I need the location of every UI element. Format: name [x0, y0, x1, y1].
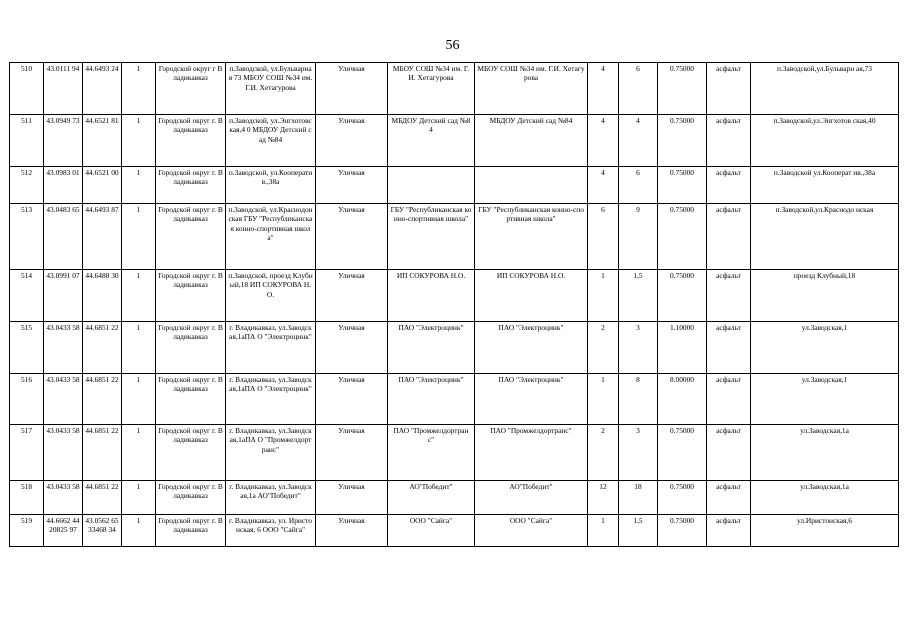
table-row: [10, 425, 899, 481]
latitude-cell: 43.0433 58: [44, 322, 83, 374]
table-row: [10, 515, 899, 547]
column-1-cell: 1: [588, 374, 619, 425]
district-cell: Городской округ г. Владикавказ: [156, 425, 226, 481]
page-number: 56: [445, 38, 460, 53]
longitude-cell: 44.6488 30: [83, 270, 122, 322]
source-cell: ГБУ "Республиканская конно-спортивная школа": [475, 204, 588, 270]
row-number-cell: 512: [10, 167, 44, 204]
location-cell: п.Заводской ул.Кооперат ив.,38а: [751, 167, 899, 204]
column-2-cell: 9: [619, 204, 658, 270]
source-cell: ИП СОКУРОВА Н.О.: [475, 270, 588, 322]
surface-cell: асфальт: [707, 270, 751, 322]
location-cell: ул.Заводская,1: [751, 374, 899, 425]
table-row: [10, 167, 899, 204]
location-cell: ул.Заводская,1а: [751, 425, 899, 481]
column-1-cell: 12: [588, 481, 619, 515]
volume-cell: 0.75000: [658, 204, 707, 270]
type-cell: Уличная: [316, 515, 388, 547]
table-row: [10, 63, 899, 115]
owner-cell: ПАО "Промжелдортран с": [388, 425, 475, 481]
latitude-cell: 44.6662 4420825 97: [44, 515, 83, 547]
volume-cell: 0.75000: [658, 63, 707, 115]
table-row: [10, 115, 899, 167]
count-cell: 1: [122, 115, 156, 167]
type-cell: Уличная: [316, 115, 388, 167]
district-cell: Городской округ г. Владикавказ: [156, 167, 226, 204]
location-cell: п.Заводской,ул.Краснодо нская: [751, 204, 899, 270]
address-cell: п.Заводской, ул.Бульварная 73 МБОУ СОШ №34 им. Г.И. Хетагурова: [226, 63, 316, 115]
row-number-cell: 513: [10, 204, 44, 270]
latitude-cell: 43.0983 01: [44, 167, 83, 204]
owner-cell: [388, 167, 475, 204]
column-1-cell: 1: [588, 270, 619, 322]
volume-cell: 8.00000: [658, 374, 707, 425]
latitude-cell: 43.0111 94: [44, 63, 83, 115]
count-cell: 1: [122, 63, 156, 115]
type-cell: Уличная: [316, 204, 388, 270]
type-cell: Уличная: [316, 322, 388, 374]
owner-cell: ПАО "Электроцинк": [388, 322, 475, 374]
count-cell: 1: [122, 374, 156, 425]
longitude-cell: 44.6851 22: [83, 322, 122, 374]
type-cell: Уличная: [316, 374, 388, 425]
source-cell: ООО "Сайга": [475, 515, 588, 547]
count-cell: 1: [122, 167, 156, 204]
volume-cell: 0.75000: [658, 115, 707, 167]
count-cell: 1: [122, 481, 156, 515]
owner-cell: ГБУ "Республиканская конно-спортивная школа": [388, 204, 475, 270]
surface-cell: асфальт: [707, 322, 751, 374]
address-cell: п.Заводской, проезд Клубный,18 ИП СОКУРОВА Н.О.: [226, 270, 316, 322]
source-cell: ПАО "Электроцинк": [475, 374, 588, 425]
owner-cell: ПАО "Электроцинк": [388, 374, 475, 425]
row-number-cell: 511: [10, 115, 44, 167]
latitude-cell: 43.0483 65: [44, 204, 83, 270]
address-cell: п.Заводской, ул.Энгхотовская,4 0 МБДОУ Детский сад №84: [226, 115, 316, 167]
address-cell: г. Владикавказ, ул.Заводская,1аПА О "Электроцинк": [226, 374, 316, 425]
latitude-cell: 43.0433 58: [44, 425, 83, 481]
location-cell: п.Заводской,ул.Бульварн ая,73: [751, 63, 899, 115]
source-cell: АО"Победит": [475, 481, 588, 515]
latitude-cell: 43.0949 73: [44, 115, 83, 167]
column-2-cell: 6: [619, 63, 658, 115]
address-cell: г. Владикавказ, ул. Иристонская, 6 ООО "Сайга": [226, 515, 316, 547]
column-1-cell: 2: [588, 322, 619, 374]
volume-cell: 0.75000: [658, 167, 707, 204]
column-2-cell: 6: [619, 167, 658, 204]
surface-cell: асфальт: [707, 63, 751, 115]
column-2-cell: 18: [619, 481, 658, 515]
volume-cell: 0.75000: [658, 425, 707, 481]
district-cell: Городской округ г. Владикавказ: [156, 115, 226, 167]
district-cell: Городской округ г. Владикавказ: [156, 481, 226, 515]
longitude-cell: 44.6493 87: [83, 204, 122, 270]
row-number-cell: 515: [10, 322, 44, 374]
table-row: [10, 322, 899, 374]
table-row: [10, 374, 899, 425]
district-cell: Городской округ г. Владикавказ: [156, 204, 226, 270]
district-cell: Городской округ г. Владикавказ: [156, 322, 226, 374]
longitude-cell: 43.0562 6533468 34: [83, 515, 122, 547]
address-cell: г. Владикавказ, ул.Заводская,1аПА О "Промжелдортранс": [226, 425, 316, 481]
surface-cell: асфальт: [707, 167, 751, 204]
address-cell: п.Заводской, ул.Краснодонская ГБУ "Республиканская конно-спортивная школа": [226, 204, 316, 270]
location-cell: ул.Заводская,1а: [751, 481, 899, 515]
latitude-cell: 43.0433 58: [44, 481, 83, 515]
district-cell: Городской округ г. Владикавказ: [156, 515, 226, 547]
owner-cell: ИП СОКУРОВА Н.О.: [388, 270, 475, 322]
column-1-cell: 4: [588, 167, 619, 204]
type-cell: Уличная: [316, 167, 388, 204]
table-row: [10, 270, 899, 322]
owner-cell: МБОУ СОШ №34 им. Г.И. Хетагурова: [388, 63, 475, 115]
location-cell: ул.Заводская,1: [751, 322, 899, 374]
registry-table: [9, 62, 899, 547]
row-number-cell: 510: [10, 63, 44, 115]
latitude-cell: 43.0433 58: [44, 374, 83, 425]
volume-cell: 1.10000: [658, 322, 707, 374]
column-2-cell: 1,5: [619, 270, 658, 322]
row-number-cell: 519: [10, 515, 44, 547]
table-row: [10, 481, 899, 515]
location-cell: проезд Клубный,18: [751, 270, 899, 322]
count-cell: 1: [122, 515, 156, 547]
volume-cell: 0.75000: [658, 270, 707, 322]
surface-cell: асфальт: [707, 481, 751, 515]
column-1-cell: 2: [588, 425, 619, 481]
count-cell: 1: [122, 270, 156, 322]
source-cell: ПАО "Промжелдортранс": [475, 425, 588, 481]
surface-cell: асфальт: [707, 115, 751, 167]
longitude-cell: 44.6521 81: [83, 115, 122, 167]
row-number-cell: 514: [10, 270, 44, 322]
column-1-cell: 1: [588, 515, 619, 547]
row-number-cell: 516: [10, 374, 44, 425]
type-cell: Уличная: [316, 425, 388, 481]
row-number-cell: 518: [10, 481, 44, 515]
column-1-cell: 4: [588, 115, 619, 167]
longitude-cell: 44.6521 00: [83, 167, 122, 204]
column-2-cell: 3: [619, 425, 658, 481]
column-1-cell: 6: [588, 204, 619, 270]
table-row: [10, 204, 899, 270]
count-cell: 1: [122, 204, 156, 270]
latitude-cell: 43.0991 07: [44, 270, 83, 322]
longitude-cell: 44.6851 22: [83, 481, 122, 515]
district-cell: Городской округ г. Владикавказ: [156, 374, 226, 425]
type-cell: Уличная: [316, 63, 388, 115]
longitude-cell: 44.6851 22: [83, 425, 122, 481]
column-1-cell: 4: [588, 63, 619, 115]
surface-cell: асфальт: [707, 425, 751, 481]
surface-cell: асфальт: [707, 204, 751, 270]
address-cell: п.Заводской, ул.Кооператив.,38а: [226, 167, 316, 204]
address-cell: г. Владикавказ, ул.Заводская,1а АО"Победит": [226, 481, 316, 515]
owner-cell: АО"Победит": [388, 481, 475, 515]
type-cell: Уличная: [316, 481, 388, 515]
count-cell: 1: [122, 425, 156, 481]
source-cell: ПАО "Электроцинк": [475, 322, 588, 374]
district-cell: Городской округ г. Владикавказ: [156, 270, 226, 322]
type-cell: Уличная: [316, 270, 388, 322]
row-number-cell: 517: [10, 425, 44, 481]
longitude-cell: 44.6851 22: [83, 374, 122, 425]
surface-cell: асфальт: [707, 374, 751, 425]
volume-cell: 0.75000: [658, 515, 707, 547]
owner-cell: МБДОУ Детский сад №84: [388, 115, 475, 167]
count-cell: 1: [122, 322, 156, 374]
column-2-cell: 8: [619, 374, 658, 425]
location-cell: п.Заводской,ул.Энгхотов ская,40: [751, 115, 899, 167]
location-cell: ул.Иристонская,6: [751, 515, 899, 547]
district-cell: Городской округ г Владикавказ: [156, 63, 226, 115]
surface-cell: асфальт: [707, 515, 751, 547]
owner-cell: ООО "Сайга": [388, 515, 475, 547]
source-cell: МБОУ СОШ №34 им. Г.И. Хетагурова: [475, 63, 588, 115]
column-2-cell: 4: [619, 115, 658, 167]
source-cell: [475, 167, 588, 204]
address-cell: г. Владикавказ, ул.Заводская,1аПА О "Электроцинк": [226, 322, 316, 374]
column-2-cell: 3: [619, 322, 658, 374]
volume-cell: 0.75000: [658, 481, 707, 515]
longitude-cell: 44.6493 24: [83, 63, 122, 115]
source-cell: МБДОУ Детский сад №84: [475, 115, 588, 167]
column-2-cell: 1,5: [619, 515, 658, 547]
